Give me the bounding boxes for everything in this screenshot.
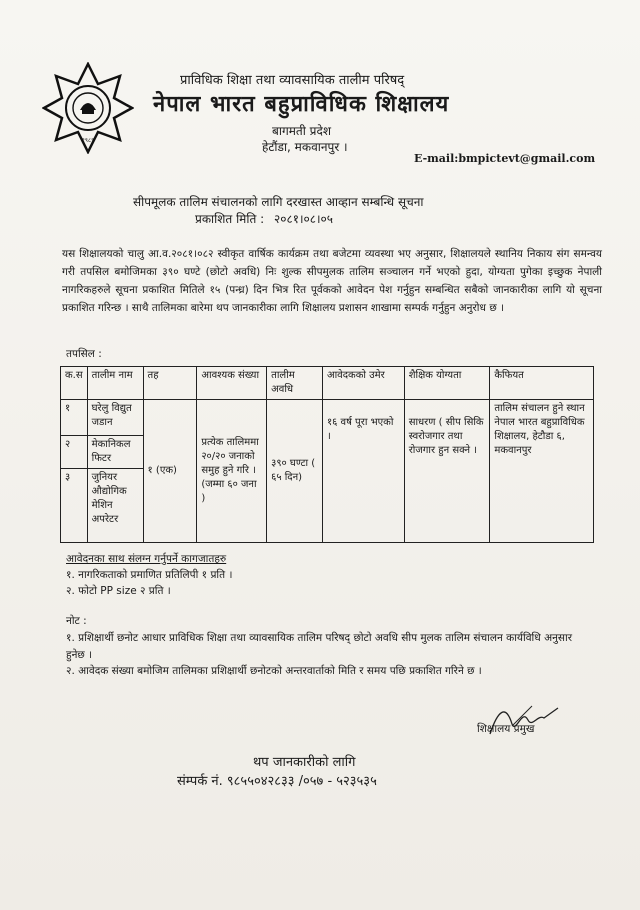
document-item: १. नागरिकताको प्रमाणित प्रतिलिपी १ प्रति ।: [66, 569, 233, 581]
qualification-value: साधरण ( सीप सिकि स्वरोजगार तथा रोजगार हुन सक्ने ।: [408, 417, 484, 456]
row-training-name: जुनियर औद्योगिक मेशिन अपरेटर: [87, 469, 143, 543]
school-name: नेपाल भारत बहुप्राविधिक शिक्षालय: [153, 92, 450, 117]
col-header-training-name: तालीम नाम: [87, 367, 143, 400]
row-sn: १: [61, 400, 88, 436]
remarks-value: तालिम संचालन हुने स्थान नेपाल भारत बहुप्राविधिक शिक्षालय, हेटौडा ६, मकवानपुर: [494, 403, 585, 456]
level-cell: [143, 400, 197, 543]
notice-title: सीपमूलक तालिम संचालनको लागि दरखास्त आव्हान सम्बन्धि सूचना: [133, 195, 424, 209]
note-item: २. आवेदक संख्या बमोजिम तालिमका प्रशिक्षार्थी छनोटको अन्तरवार्ताको मिति र समय पछि प्रकाशित गरिने छ ।: [66, 665, 482, 677]
footer-contact-line: संम्पर्क नं. ९८५५०४२८३३ /०५७ - ५२३५३५: [177, 774, 377, 789]
col-header-qualification: शैक्षिक योग्यता: [404, 367, 490, 400]
col-header-level: तह: [143, 367, 197, 400]
duration-value: ३९० घण्टा ( ६५ दिन): [271, 458, 316, 483]
province-name: बागमती प्रदेश: [272, 124, 332, 138]
remarks-cell: [490, 400, 594, 543]
note-item: १. प्रशिक्षार्थी छनोट आधार प्राविधिक शिक्षा तथा व्यावसायिक तालिम परिषद् छोटो अवधि सीप मुलक तालिम संचालन कार्यविधि अनुसार हुनेछ ।: [66, 632, 573, 661]
col-header-sn: क.स: [61, 367, 88, 400]
email-address: E-mail:bmpictevt@gmail.com: [414, 152, 596, 165]
published-date: २०८१।०८।०५: [274, 212, 334, 226]
training-table: [60, 366, 594, 543]
col-header-duration: तालीम अवधि: [267, 367, 323, 400]
col-header-remarks: कैफियत: [490, 367, 594, 400]
required-cell: [197, 400, 267, 543]
age-cell: [322, 400, 404, 543]
details-label: तपसिल :: [66, 348, 102, 360]
col-header-age: आवेदकको उमेर: [322, 367, 404, 400]
qualification-cell: [404, 400, 490, 543]
col-header-required-number: आवश्यक संख्या: [197, 367, 267, 400]
footer-info-line: थप जानकारीको लागि: [253, 755, 356, 770]
duration-cell: [267, 400, 323, 543]
document-item: २. फोटो PP size २ प्रति ।: [66, 585, 171, 597]
published-date-line: [195, 210, 333, 227]
council-name: प्राविधिक शिक्षा तथा व्यावसायिक तालीम परिषद्: [180, 73, 405, 88]
level-value: १ (एक): [147, 465, 177, 476]
intro-paragraph: यस शिक्षालयको चालु आ.व.२०८१।०८२ स्वीकृत वार्षिक कार्यक्रम तथा बजेटमा व्यवस्था भए अनुसार, शिक्षालयले स्थानिय निकाय संग समन्वय गरी तपसिल बमोजिमका ३९० घण्टे (छोटो अवधि) निः शुल्क सीपमुलक तालिम सञ्चालन गर्ने भएको हुदा, योग्यता पुगेका इच्छुक नेपाली नागरिकहरुले सूचना प्रकाशित मितिले १५ (पन्ध्र) दिन भित्र रित पूर्वकको आवेदन पेश गर्नुहुन सम्बन्धित सबैको जानकारीका लागि यो सूचना प्रकाशित गरिन्छ । साथै तालिमका बारेमा थप जानकारीका लागि शिक्षालय प्रशासन शाखामा सम्पर्क गर्नुहुन अनुरोध छ ।: [62, 248, 602, 314]
row-training-name: मेकानिकल फिटर: [87, 436, 143, 469]
age-value: १६ वर्ष पूरा भएको ।: [326, 417, 394, 442]
published-label: प्रकाशित मिति :: [195, 212, 265, 226]
institution-logo-icon: [42, 62, 134, 154]
notes-heading: नोट :: [66, 615, 87, 627]
signature-label: शिक्षालय प्रमुख: [477, 723, 535, 735]
logo-year: १९८९: [81, 137, 95, 144]
documents-heading: आवेदनका साथ संलग्न गर्नुपर्ने कागजातहरु: [66, 553, 227, 565]
row-sn: ३: [61, 469, 88, 543]
row-training-name: घरेलु विद्युत जडान: [87, 400, 143, 436]
table-header-row: [61, 367, 594, 400]
school-address: हेटौंडा, मकवानपुर ।: [262, 140, 348, 154]
table-row: [61, 400, 594, 436]
required-value: प्रत्येक तालिममा २०/२० जनाको समुह हुने गरि । (जम्मा ६० जना ): [201, 437, 259, 504]
row-sn: २: [61, 436, 88, 469]
